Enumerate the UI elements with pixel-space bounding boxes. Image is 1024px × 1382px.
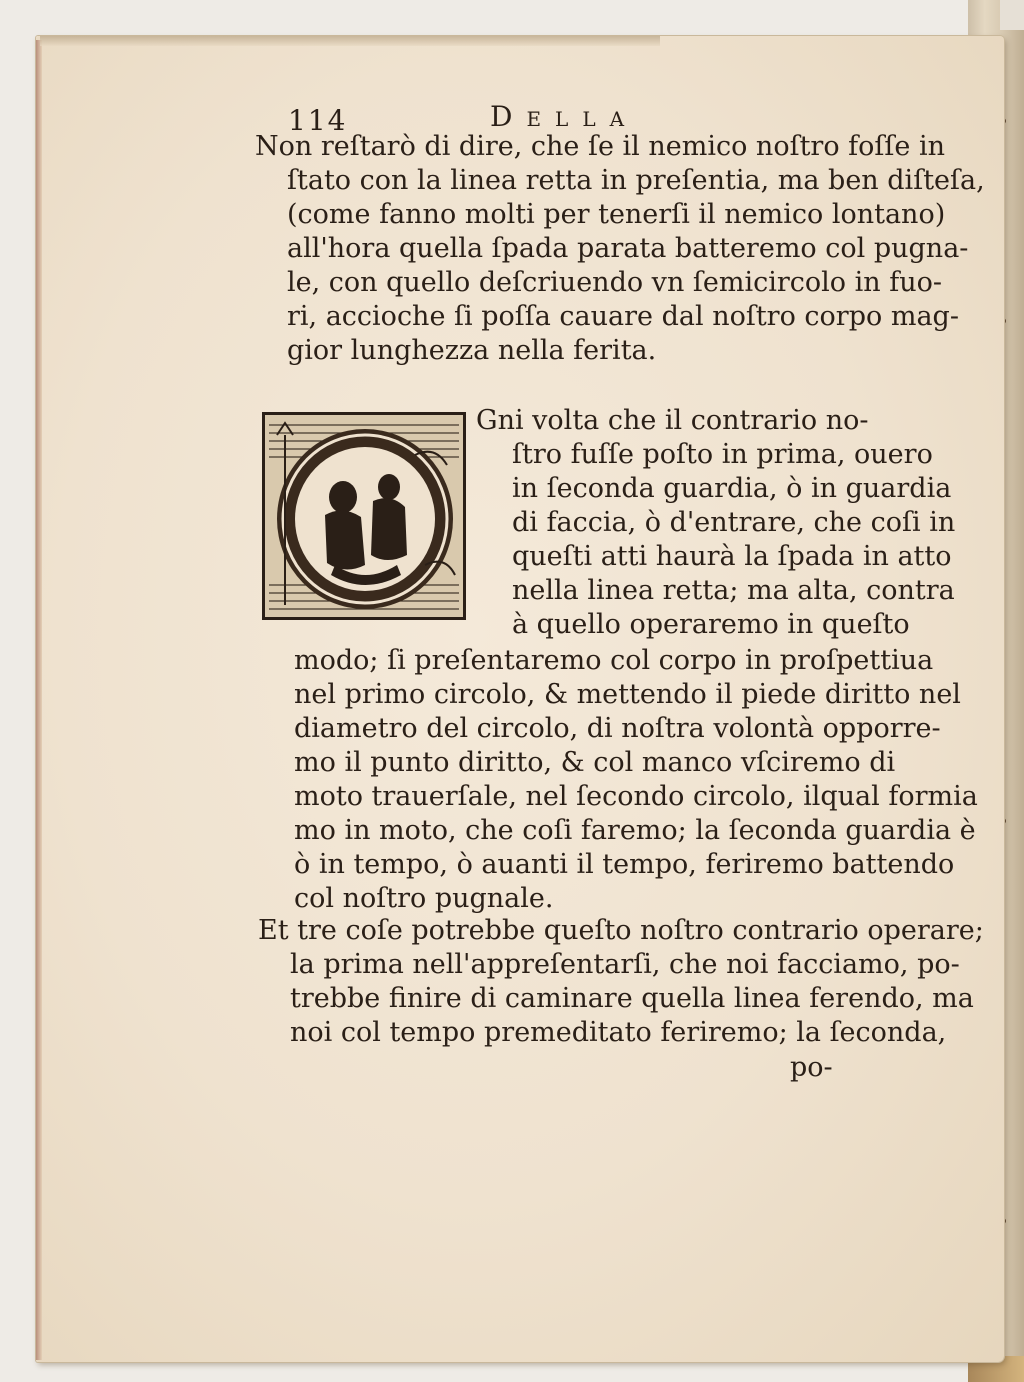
text-line: gior lunghezza nella ferita. [287,335,657,366]
paragraph-2-continued [294,644,978,916]
text-line: moto trauerſale, nel ſecondo circolo, ilqual formia [294,781,978,812]
running-title: Della [490,100,639,133]
text-line: ò in tempo, ò auanti il tempo, feriremo battendo [294,849,955,880]
text-line: trebbe finire di caminare quella linea ferendo, ma [290,983,974,1014]
page-top-edge [40,36,660,46]
text-line: la prima nell'appreſentarſi, che noi facciamo, po- [290,949,960,980]
text-line: le, con quello deſcriuendo vn ſemicircolo in fuo- [287,267,943,298]
text-line: noi col tempo premeditato feriremo; la ſeconda, [290,1017,947,1048]
page-left-edge [36,40,42,1360]
text-line: di faccia, ò d'entrare, che coſi in [512,507,956,538]
text-line: nel primo circolo, & mettendo il piede diritto nel [294,679,961,710]
text-line: ſtro fuſſe poſto in prima, ouero [512,439,933,470]
text-line: modo; ſi preſentaremo col corpo in proſpettiua [294,645,934,676]
text-line: (come fanno molti per tenerſi il nemico lontano) [287,199,946,230]
page-number: 114 [288,104,348,137]
paragraph-1 [255,130,985,368]
text-line: ſtato con la linea retta in preſentia, ma ben diſteſa, [287,165,985,196]
text-line: col noſtro pugnale. [294,883,554,914]
paragraph-2-beside-initial [476,404,955,642]
paragraph-3 [258,914,984,1050]
text-line: Non reſtarò di dire, che ſe il nemico noſtro foſſe in [255,131,945,162]
text-line: Gni volta che il contrario no- [476,405,869,436]
text-line: queſti atti haurà la ſpada in atto [512,541,952,572]
corner-margin [1000,0,1024,30]
text-line: mo in moto, che coſi faremo; la ſeconda guardia è [294,815,976,846]
text-line: ri, accioche ſi poſſa cauare dal noſtro corpo mag- [287,301,959,332]
text-line: mo il punto diritto, & col manco vſciremo di [294,747,896,778]
text-line: Et tre coſe potrebbe queſto noſtro contrario operare; [258,915,984,946]
woodcut-initial-o-icon [262,412,466,620]
text-line: nella linea retta; ma alta, contra [512,575,955,606]
text-line: in ſeconda guardia, ò in guardia [512,473,952,504]
text-line: all'hora quella ſpada parata batteremo col pugna- [287,233,969,264]
catchword: po- [790,1052,833,1083]
text-line: à quello operaremo in queſto [512,609,910,640]
text-line: diametro del circolo, di noſtra volontà opporre- [294,713,941,744]
